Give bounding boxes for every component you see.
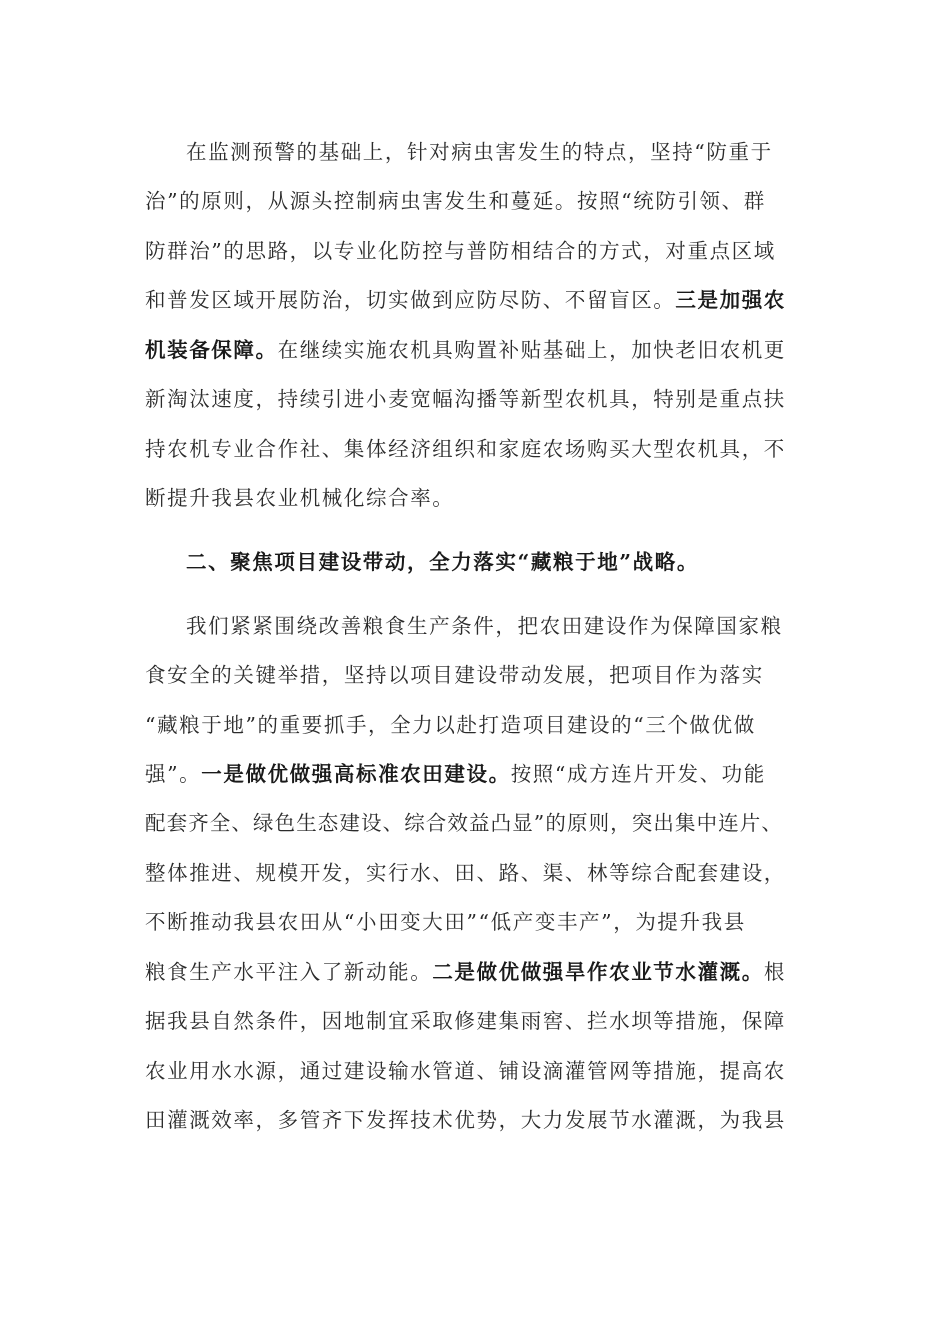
body-line bbox=[145, 860, 786, 886]
line-text: 持农机专业合作社、集体经济组织和家庭农场购买大型农机具，不 bbox=[145, 437, 786, 461]
body-line bbox=[145, 712, 756, 738]
body-line bbox=[145, 188, 766, 214]
body-line bbox=[145, 1008, 786, 1034]
section-heading bbox=[186, 549, 699, 575]
line-text: 治”的原则，从源头控制病虫害发生和蔓延。按照“统防引领、群 bbox=[145, 189, 766, 213]
line-text: 和普发区域开展防治，切实做到应防尽防、不留盲区。 bbox=[145, 288, 676, 312]
bold-heading-text: 二是做优做强旱作农业节水灌溉。 bbox=[432, 960, 764, 984]
line-text: 农业用水水源，通过建设输水管道、铺设滴灌管网等措施，提高农 bbox=[145, 1059, 786, 1083]
line-text: 在监测预警的基础上，针对病虫害发生的特点，坚持“防重于 bbox=[186, 140, 773, 164]
line-text: 不断推动我县农田从“小田变大田”“低产变丰产”，为提升我县 bbox=[145, 910, 746, 934]
body-line bbox=[145, 1058, 786, 1084]
body-line bbox=[145, 662, 764, 688]
line-text: 我们紧紧围绕改善粮食生产条件，把农田建设作为保障国家粮 bbox=[186, 614, 783, 638]
line-text: 防群治”的思路，以专业化防控与普防相结合的方式，对重点区域 bbox=[145, 239, 776, 263]
body-line bbox=[145, 959, 786, 985]
line-text: 粮食生产水平注入了新动能。 bbox=[145, 960, 433, 984]
bold-heading-text: 机装备保障。 bbox=[145, 338, 278, 362]
line-text: 断提升我县农业机械化综合率。 bbox=[145, 486, 455, 510]
line-text: 强”。 bbox=[145, 762, 202, 786]
line-text: 根 bbox=[763, 960, 786, 984]
body-line bbox=[145, 337, 786, 363]
body-line bbox=[145, 436, 786, 462]
line-text: “藏粮于地”的重要抓手，全力以赴打造项目建设的“三个做优做 bbox=[145, 713, 756, 737]
body-line bbox=[145, 810, 783, 836]
bold-heading-text: 一是做优做强高标准农田建设。 bbox=[201, 762, 511, 786]
body-line bbox=[145, 386, 786, 412]
body-line bbox=[145, 485, 454, 511]
line-text: 在继续实施农机具购置补贴基础上，加快老旧农机更 bbox=[277, 338, 786, 362]
body-line bbox=[145, 287, 786, 313]
body-line bbox=[186, 613, 783, 639]
section-heading-text: 二、聚焦项目建设带动，全力落实“藏粮于地”战略。 bbox=[186, 550, 699, 574]
line-text: 配套齐全、绿色生态建设、综合效益凸显”的原则，突出集中连片、 bbox=[145, 811, 783, 835]
body-line bbox=[186, 139, 773, 165]
line-text: 新淘汰速度，持续引进小麦宽幅沟播等新型农机具，特别是重点扶 bbox=[145, 387, 786, 411]
bold-heading-text: 三是加强农 bbox=[675, 288, 786, 312]
body-line bbox=[145, 761, 766, 787]
line-text: 田灌溉效率，多管齐下发挥技术优势，大力发展节水灌溉，为我县 bbox=[145, 1108, 786, 1132]
line-text: 按照“成方连片开发、功能 bbox=[510, 762, 766, 786]
line-text: 食安全的关键举措，坚持以项目建设带动发展，把项目作为落实 bbox=[145, 663, 764, 687]
line-text: 整体推进、规模开发，实行水、田、路、渠、林等综合配套建设， bbox=[145, 861, 786, 885]
body-line bbox=[145, 238, 776, 264]
body-line bbox=[145, 909, 746, 935]
line-text: 据我县自然条件，因地制宜采取修建集雨窖、拦水坝等措施，保障 bbox=[145, 1009, 786, 1033]
body-line bbox=[145, 1107, 786, 1133]
